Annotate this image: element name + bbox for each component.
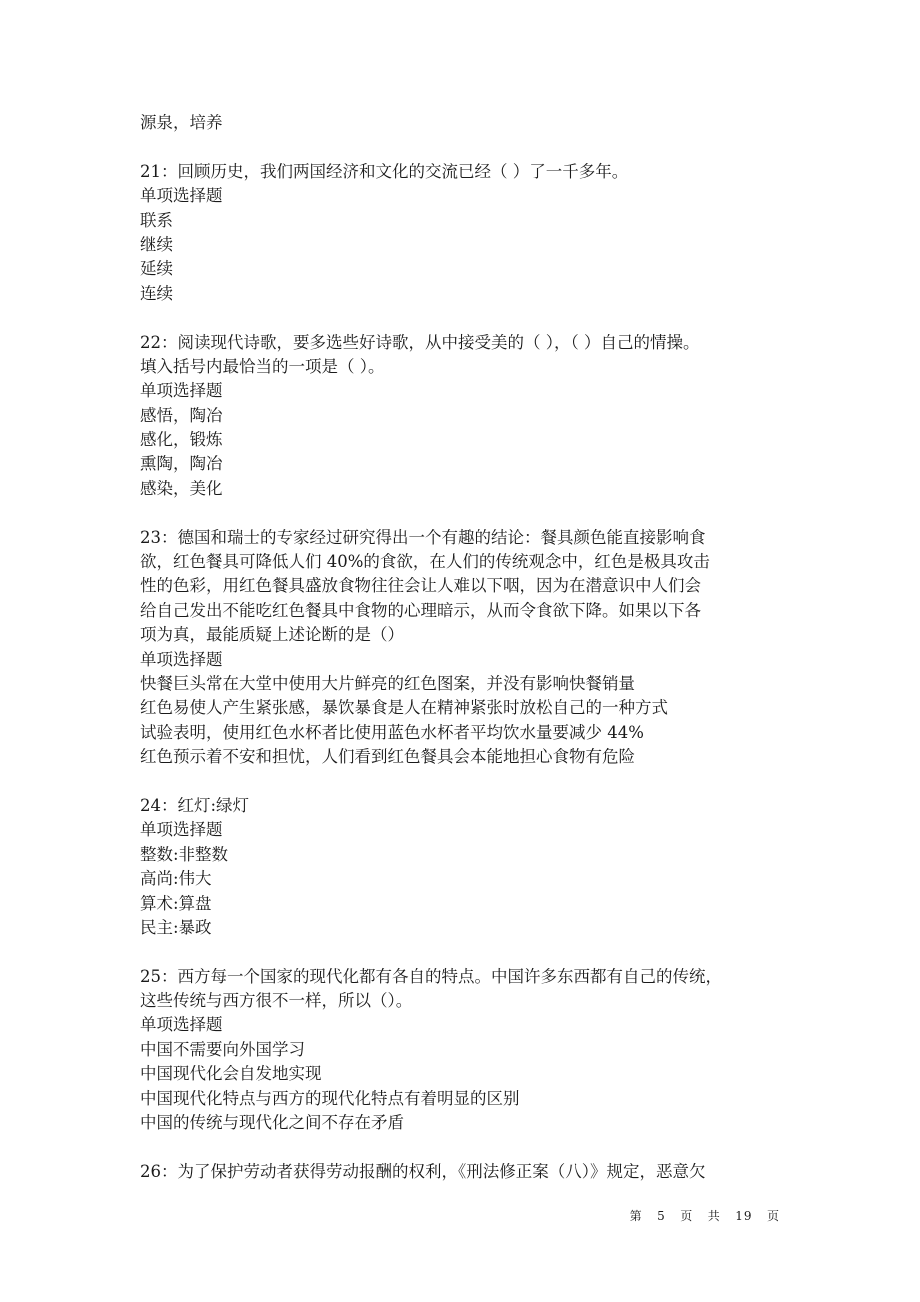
- answer-option: 中国不需要向外国学习: [140, 1039, 305, 1059]
- total-pages: 19: [735, 1209, 753, 1223]
- answer-option: 试验表明，使用红色水杯者比使用蓝色水杯者平均饮水量要减少 44%: [140, 722, 644, 742]
- question-type-label: 单项选择题: [140, 649, 223, 669]
- question-stem-line: 给自己发出不能吃红色餐具中食物的心理暗示，从而令食欲下降。如果以下各: [140, 600, 701, 620]
- question-stem-line: 项为真，最能质疑上述论断的是（）: [140, 625, 404, 645]
- question-stem-line: 21：回顾历史，我们两国经济和文化的交流已经（ ）了一千多年。: [140, 161, 629, 181]
- question-stem-line: 25：西方每一个国家的现代化都有各自的特点。中国许多东西都有自己的传统，: [140, 966, 722, 986]
- answer-option: 感悟，陶冶: [140, 405, 223, 425]
- answer-option: 感染，美化: [140, 478, 223, 498]
- question-stem-line: 22：阅读现代诗歌，要多选些好诗歌，从中接受美的（ ），（ ）自己的情操。: [140, 332, 700, 352]
- answer-option: 熏陶，陶冶: [140, 454, 223, 474]
- question-21: [140, 160, 780, 306]
- paragraph-gap: [140, 1135, 780, 1159]
- page-word: 页: [680, 1209, 694, 1223]
- total-word: 页: [766, 1209, 780, 1223]
- answer-option: 算术:算盘: [140, 893, 212, 913]
- text-fragment-bottom: 26：为了保护劳动者获得劳动报酬的权利，《刑法修正案（八）》规定，恶意欠: [140, 1161, 706, 1181]
- answer-option: 中国现代化特点与西方的现代化特点有着明显的区别: [140, 1088, 520, 1108]
- question-22: [140, 331, 780, 502]
- answer-option: 连续: [140, 283, 173, 303]
- answer-option: 红色易使人产生紧张感，暴饮暴食是人在精神紧张时放松自己的一种方式: [140, 698, 668, 718]
- question-stem-line: 这些传统与西方很不一样，所以（）。: [140, 991, 413, 1011]
- answer-option: 继续: [140, 234, 173, 254]
- answer-option: 民主:暴政: [140, 917, 212, 937]
- answer-option: 联系: [140, 210, 173, 230]
- paragraph-gap: [140, 940, 780, 964]
- answer-option: 快餐巨头常在大堂中使用大片鲜亮的红色图案，并没有影响快餐销量: [140, 673, 635, 693]
- paragraph-gap: [140, 501, 780, 525]
- document-body: [140, 111, 780, 1184]
- question-stem-line: 24：红灯:绿灯: [140, 795, 250, 815]
- answer-option: 中国的传统与现代化之间不存在矛盾: [140, 1113, 404, 1133]
- question-type-label: 单项选择题: [140, 1015, 223, 1035]
- paragraph-gap: [140, 770, 780, 794]
- question-25: [140, 965, 780, 1136]
- page-label: 第: [629, 1209, 643, 1223]
- total-label: 共: [707, 1209, 721, 1223]
- question-type-label: 单项选择题: [140, 381, 223, 401]
- question-stem-line: 23：德国和瑞士的专家经过研究得出一个有趣的结论：餐具颜色能直接影响食: [140, 527, 706, 547]
- answer-option: 高尚:伟大: [140, 869, 212, 889]
- answer-option: 感化，锻炼: [140, 430, 223, 450]
- question-23: [140, 526, 780, 770]
- question-type-label: 单项选择题: [140, 186, 223, 206]
- answer-option: 整数:非整数: [140, 844, 229, 864]
- page-footer: [0, 1207, 780, 1225]
- answer-option: 延续: [140, 259, 173, 279]
- question-stem-line: 填入括号内最恰当的一项是（ ）。: [140, 356, 385, 376]
- answer-option: 红色预示着不安和担忧，人们看到红色餐具会本能地担心食物有危险: [140, 747, 635, 767]
- paragraph-gap: [140, 135, 780, 159]
- question-stem-line: 性的色彩，用红色餐具盛放食物往往会让人难以下咽，因为在潜意识中人们会: [140, 576, 701, 596]
- question-24: [140, 794, 780, 940]
- text-fragment-top: 源泉，培养: [140, 113, 223, 132]
- question-type-label: 单项选择题: [140, 820, 223, 840]
- question-stem-line: 欲，红色餐具可降低人们 40%的食欲，在人们的传统观念中，红色是极具攻击: [140, 552, 710, 572]
- answer-option: 中国现代化会自发地实现: [140, 1064, 322, 1084]
- paragraph-gap: [140, 306, 780, 330]
- page-number: 5: [657, 1209, 666, 1223]
